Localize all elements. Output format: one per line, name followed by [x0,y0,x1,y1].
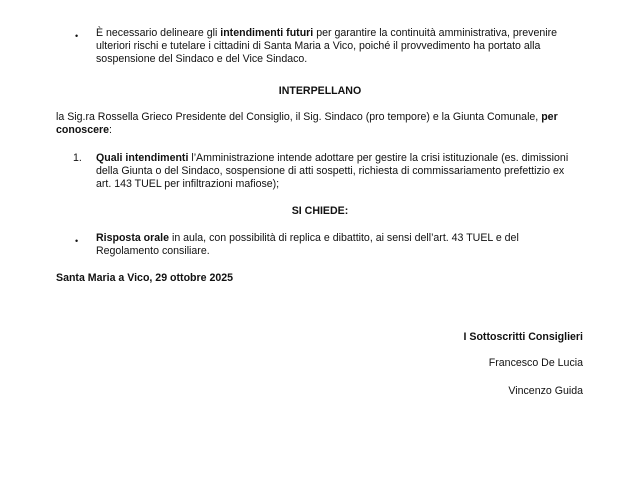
date-line: Santa Maria a Vico, 29 ottobre 2025 [56,272,234,284]
bullet-marker: • [75,31,79,41]
intro-paragraph: la Sig.ra Rossella Grieco Presidente del Consiglio, il Sig. Sindaco (pro tempore) e la Giunta Comunale, per conoscere: [56,111,558,136]
signatory-name: Francesco De Lucia [488,357,583,369]
question-paragraph: Quali intendimenti l’Amministrazione intende adottare per gestire la crisi istituzionale (es. dimissioni della Giunta o del Sindaco, sospensione di atti sospetti, richiesta di commissariamento prefettizio ex art. 143 TUEL per infiltrazioni mafiose); [96,152,569,190]
si-chiede-heading: SI CHIEDE: [291,205,349,217]
signatory-name: Vincenzo Guida [508,385,583,397]
list-number: 1. [73,152,82,164]
future-intentions-paragraph: È necessario delineare gli intendimenti futuri per garantire la continuità amministrativa, prevenire ulteriori rischi e tutelare i cittadini di Santa Maria a Vico, poiché il provvedimento ha portato alla sospensione del Sindaco e del Vice Sindaco. [96,27,558,65]
interpellano-heading: INTERPELLANO [278,85,362,97]
oral-answer-paragraph: Risposta orale in aula, con possibilità di replica e dibattito, ai sensi dell’art. 43 TUEL e del Regolamento consiliare. [96,232,519,257]
bullet-marker: • [75,236,79,246]
signatories-heading: I Sottoscritti Consiglieri [463,331,583,343]
